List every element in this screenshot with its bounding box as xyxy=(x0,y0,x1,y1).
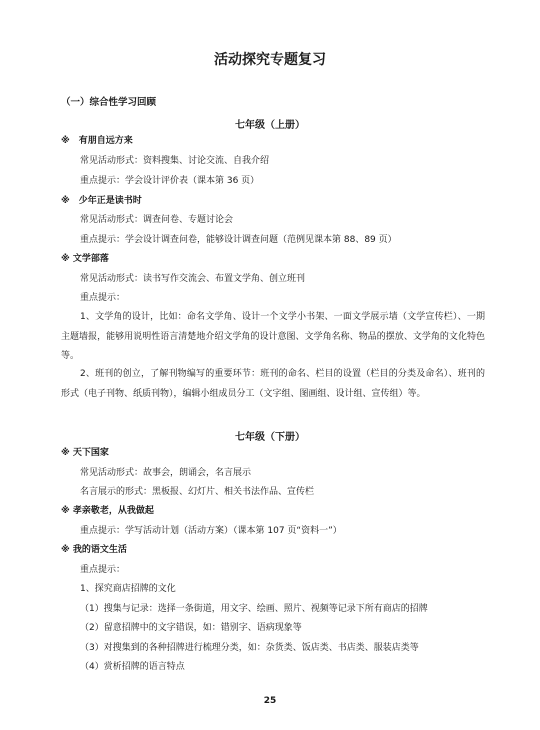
sub-point: （1）搜集与记录：选择一条街道，用文字、绘画、照片、视频等记录下所有商店的招牌 xyxy=(80,604,428,614)
activity-line: 重点提示：学会设计调查问卷，能够设计调查问题（范例见课本第 88、89 页） xyxy=(80,235,397,245)
activity-line: 名言展示的形式：黑板报、幻灯片、相关书法作品、宣传栏 xyxy=(80,487,315,497)
sub-point: （4）赏析招牌的语言特点 xyxy=(80,662,185,672)
activity-line: 重点提示：学写活动计划（活动方案）（课本第 107 页“资料一”） xyxy=(80,526,342,536)
grade-heading-lower: 七年级（下册） xyxy=(235,432,305,443)
activity-line: 常见活动形式：调查问卷、专题讨论会 xyxy=(80,215,234,225)
activity-line: 重点提示： xyxy=(80,565,126,575)
activity-heading: ※ 少年正是读书时 xyxy=(61,196,142,206)
page-title: 活动探究专题复习 xyxy=(214,52,326,68)
page-number: 25 xyxy=(263,696,277,706)
activity-heading: ※ 天下国家 xyxy=(61,448,109,458)
grade-heading-upper: 七年级（上册） xyxy=(235,120,305,131)
activity-heading: ※ 孝亲敬老，从我做起 xyxy=(61,506,154,516)
activity-line: 常见活动形式：资料搜集、讨论交流、自我介绍 xyxy=(80,156,270,166)
body-paragraph: 2、班刊的创立，了解刊物编写的重要环节：班刊的命名、栏目的设置（栏目的分类及命名）、班刊的形式（电子刊物、纸质刊物），编辑小组成员分工（文字组、图画组、设计组、宣传组）等。 xyxy=(61,369,485,399)
activity-heading: ※ 文学部落 xyxy=(61,254,109,264)
body-paragraph: 1、文学角的设计，比如：命名文学角、设计一个文学小书架、一面文学展示墙（文学宣传栏）、一期主题墙报，能够用说明性语言清楚地介绍文学角的设计意图、文学角名称、物品的摆放、文学角的文化特色等。 xyxy=(61,312,485,361)
activity-line: 重点提示：学会设计评价表（课本第 36 页） xyxy=(80,176,260,186)
activity-heading: ※ 我的语文生活 xyxy=(61,545,127,555)
section-heading: （一）综合性学习回顾 xyxy=(61,97,157,108)
activity-line: 重点提示： xyxy=(80,293,126,303)
activity-line: 常见活动形式：读书写作交流会、布置文学角、创立班刊 xyxy=(80,274,306,284)
activity-heading: ※ 有朋自远方来 xyxy=(61,136,133,146)
sub-point: （2）留意招牌中的文字错误，如：错别字、语病现象等 xyxy=(80,623,302,633)
sub-point: （3）对搜集到的各种招牌进行梳理分类，如：杂货类、饭店类、书店类、服装店类等 xyxy=(80,643,419,653)
activity-line: 常见活动形式：故事会，朗诵会，名言展示 xyxy=(80,468,252,478)
activity-line: 1、探究商店招牌的文化 xyxy=(80,584,176,594)
